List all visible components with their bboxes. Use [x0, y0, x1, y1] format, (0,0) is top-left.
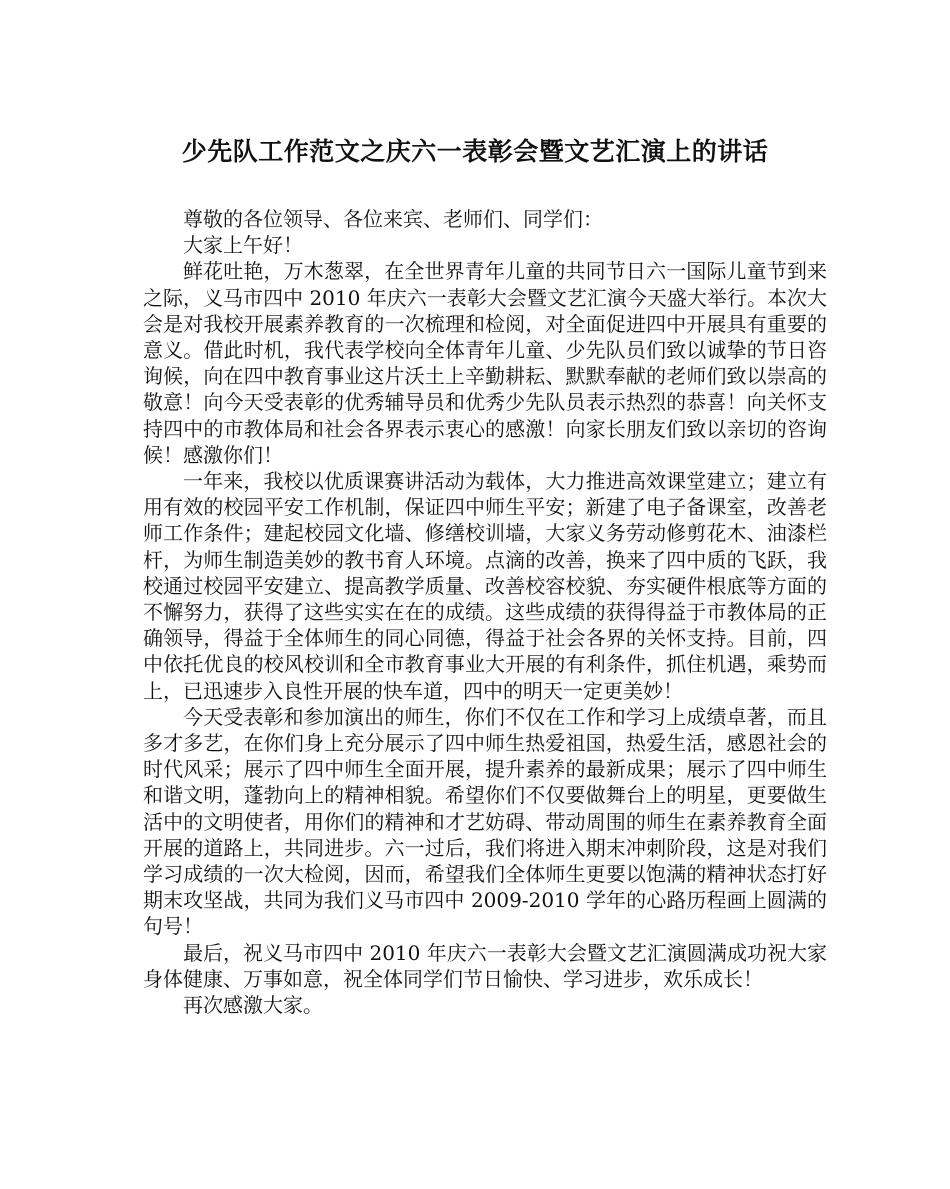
paragraph-opening: 鲜花吐艳，万木葱翠，在全世界青年儿童的共同节日六一国际儿童节到来之际，义马市四中 2010 年庆六一表彰大会暨文艺汇演今天盛大举行。本次大会是对我校开展素养教育的一次梳理和检阅，对全面促进四中开展具有重要的意义。借此时机，我代表学校向全体青年儿童、少先队员们致以诚挚的节日咨询候，向在四中教育事业这片沃土上辛勤耕耘、默默奉献的老师们致以崇高的敬意！向今天受表彰的优秀辅导员和优秀少先队员表示热烈的恭喜！向关怀支持四中的市教体局和社会各界表示衷心的感激！向家长朋友们致以亲切的咨询候！感激你们！ [143, 259, 827, 467]
paragraph-closing-wishes: 最后，祝义马市四中 2010 年庆六一表彰大会暨文艺汇演圆满成功祝大家身体健康、万事如意，祝全体同学们节日愉快、学习进步，欢乐成长！ [143, 940, 827, 991]
paragraph-achievements: 一年来，我校以优质课赛讲活动为载体，大力推进高效课堂建立；建立有用有效的校园平安工作机制，保证四中师生平安；新建了电子备课室，改善老师工作条件；建起校园文化墙、修缮校训墙，大家义务劳动修剪花木、油漆栏杆，为师生制造美妙的教书育人环境。点滴的改善，换来了四中质的飞跃，我校通过校园平安建立、提高教学质量、改善校容校貌、夯实硬件根底等方面的不懈努力，获得了这些实实在在的成绩。这些成绩的获得得益于市教体局的正确领导，得益于全体师生的同心同德，得益于社会各界的关怀支持。目前，四中依托优良的校风校训和全市教育事业大开展的有利条件，抓住机遇，乘势而上，已迅速步入良性开展的快车道，四中的明天一定更美妙！ [143, 469, 827, 703]
greeting: 大家上午好！ [183, 233, 303, 258]
salutation: 尊敬的各位领导、各位来宾、老师们、同学们： [183, 207, 603, 231]
document-title: 少先队工作范文之庆六一表彰会暨文艺汇演上的讲话 [181, 137, 769, 166]
paragraph-honorees: 今天受表彰和参加演出的师生，你们不仅在工作和学习上成绩卓著，而且多才多艺，在你们身上充分展示了四中师生热爱祖国，热爱生活，感恩社会的时代风采；展示了四中师生全面开展，提升素养的最新成果；展示了四中师生和谐文明，蓬勃向上的精神相貌。希望你们不仅要做舞台上的明星，更要做生活中的文明使者，用你们的精神和才艺妨碍、带动周围的师生在素养教育全面开展的道路上，共同进步。六一过后，我们将进入期末冲刺阶段，这是对我们学习成绩的一次大检阅，因而，希望我们全体师生更要以饱满的精神状态打好期末攻坚战，共同为我们义马市四中 2009-2010 学年的心路历程画上圆满的句号！ [143, 704, 827, 939]
document-body [143, 206, 827, 1018]
paragraph-thanks: 再次感激大家。 [183, 993, 323, 1018]
